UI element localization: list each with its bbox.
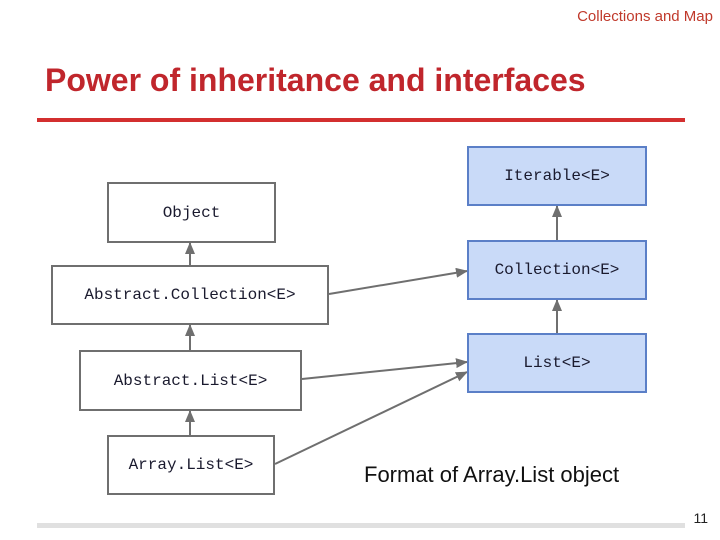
object-class-box [107,182,276,243]
collection-label: Collection<E> [494,261,620,279]
abstract-collection-label: Abstract.Collection<E> [84,286,296,304]
deck-section-title: Collections and Map [577,8,713,25]
diagram-caption: Format of Array.List object [364,462,620,487]
arrow-abstractcollection-to-collection [329,271,467,294]
list-label: List<E> [523,354,591,372]
footer-divider [37,523,685,528]
array-list-label: Array.List<E> [128,456,254,474]
slide-title: Power of inheritance and interfaces [45,62,586,98]
abstract-list-class-box [79,350,302,411]
arrow-arraylist-to-list [275,372,467,464]
abstract-collection-class-box [51,265,329,325]
abstract-list-label: Abstract.List<E> [113,371,268,390]
list-interface-box [467,333,647,393]
object-label: Object [162,203,221,222]
page-number: 11 [693,510,708,526]
array-list-class-box [107,435,275,495]
collection-interface-box [467,240,647,300]
iterable-label: Iterable<E> [504,167,610,185]
iterable-interface-box [467,146,647,206]
arrow-abstractlist-to-list [302,362,467,379]
